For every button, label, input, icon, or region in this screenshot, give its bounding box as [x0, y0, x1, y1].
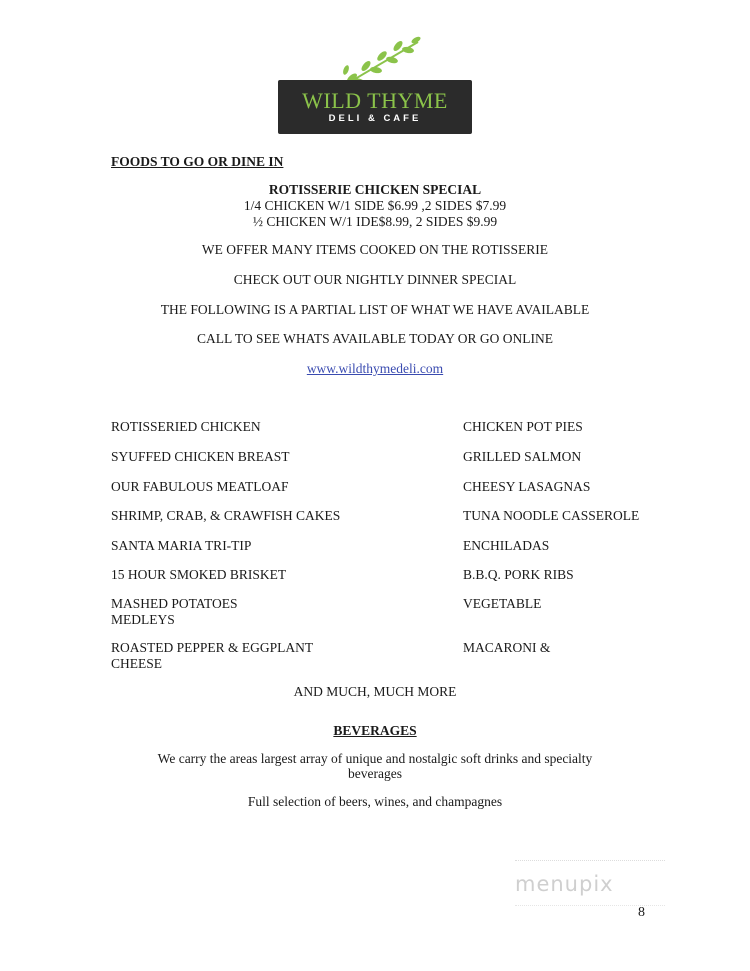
menu-item: 15 HOUR SMOKED BRISKET — [111, 567, 287, 582]
menu-item: CHICKEN POT PIES — [463, 419, 583, 434]
special-line-1: 1/4 CHICKEN W/1 SIDE $6.99 ,2 SIDES $7.99 — [243, 198, 507, 213]
note-call-online: CALL TO SEE WHATS AVAILABLE TODAY OR GO ONLINE — [196, 331, 554, 346]
website-link[interactable]: www.wildthymedeli.com — [306, 361, 444, 376]
menu-item-wrap: MEDLEYS — [111, 612, 175, 627]
menu-item: ROASTED PEPPER & EGGPLANT — [111, 640, 314, 655]
menu-item: CHEESY LASAGNAS — [463, 479, 591, 494]
menu-item-wrap: CHEESE — [111, 656, 163, 671]
watermark: menupix — [515, 872, 614, 896]
menu-item: VEGETABLE — [463, 596, 542, 611]
watermark-divider — [515, 860, 665, 861]
beverages-line-1: We carry the areas largest array of unique and nostalgic soft drinks and specialty — [157, 751, 593, 766]
menu-item: SYUFFED CHICKEN BREAST — [111, 449, 290, 464]
section-title: FOODS TO GO OR DINE IN — [111, 154, 284, 169]
page-number: 8 — [638, 905, 645, 920]
note-nightly-special: CHECK OUT OUR NIGHTLY DINNER SPECIAL — [233, 272, 517, 287]
menu-item: SANTA MARIA TRI-TIP — [111, 538, 252, 553]
menu-item: TUNA NOODLE CASSEROLE — [463, 508, 640, 523]
menu-item: SHRIMP, CRAB, & CRAWFISH CAKES — [111, 508, 341, 523]
note-partial-list: THE FOLLOWING IS A PARTIAL LIST OF WHAT WE HAVE AVAILABLE — [160, 302, 590, 317]
special-line-2: ½ CHICKEN W/1 IDE$8.99, 2 SIDES $9.99 — [252, 214, 498, 229]
menu-item: B.B.Q. PORK RIBS — [463, 567, 574, 582]
menu-item: OUR FABULOUS MEATLOAF — [111, 479, 289, 494]
much-more-note: AND MUCH, MUCH MORE — [293, 684, 457, 699]
special-title: ROTISSERIE CHICKEN SPECIAL — [268, 182, 482, 197]
menu-item: ENCHILADAS — [463, 538, 550, 553]
logo — [278, 80, 472, 134]
menu-item: MASHED POTATOES — [111, 596, 238, 611]
beverages-title: BEVERAGES — [333, 723, 417, 738]
beverages-line-3: Full selection of beers, wines, and champagnes — [247, 794, 503, 809]
note-rotisserie: WE OFFER MANY ITEMS COOKED ON THE ROTISSERIE — [201, 242, 549, 257]
logo-name: WILD THYME — [302, 88, 448, 113]
logo-subtitle: DELI & CAFE — [328, 113, 422, 124]
beverages-line-2: beverages — [348, 766, 402, 781]
menu-item: ROTISSERIED CHICKEN — [111, 419, 261, 434]
menu-item: GRILLED SALMON — [463, 449, 582, 464]
menu-item: MACARONI & — [463, 640, 551, 655]
